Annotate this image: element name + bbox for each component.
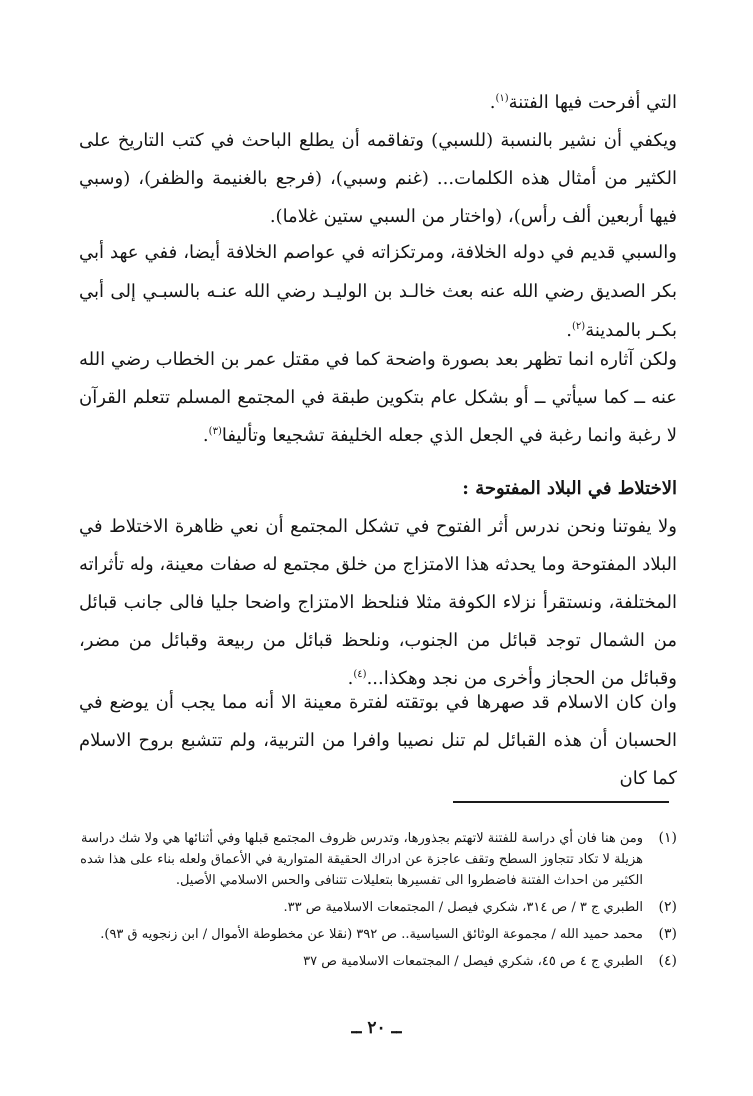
footnote-1-text: ومن هنا فان أي دراسة للفتنة لاتهتم بجذورها، وتدرس ظروف المجتمع قبلها وفي أثنائها هي ولا شك دراسة هزيلة لا تكاد تتجاوز السطح وتقف عاجزة عن ادراك الحقيقة المتوارية في الأعماق ولعله بناء على هذا شده الكثير من احداث الفتنة فاضطروا الى تفسيرها بتعليلات تتنافى والحس الاسلامي الأصيل. (80, 831, 643, 888)
footnote-4-number: (٤) (658, 953, 677, 969)
footnote-3-number: (٣) (658, 926, 677, 942)
footnote-2-number: (٢) (658, 899, 677, 915)
footnote-4 (79, 951, 677, 972)
paragraph-1-text: التي أفرحت فيها الفتنة (508, 92, 677, 113)
paragraph-6 (79, 684, 677, 798)
page-number: ــ ٢٠ ــ (351, 1018, 402, 1038)
footnote-2 (79, 897, 677, 918)
paragraph-1 (79, 82, 677, 123)
footnote-ref-2: (٢) (572, 321, 586, 332)
paragraph-2 (79, 122, 677, 236)
footnote-1-number: (١) (658, 830, 677, 846)
paragraph-1-tail: . (489, 92, 496, 113)
footnote-3 (79, 924, 677, 945)
paragraph-3 (79, 233, 677, 350)
footnote-ref-1: (١) (495, 93, 509, 104)
paragraph-3-text: والسبي قديم في دوله الخلافة، ومرتكزاته في عواصم الخلافة أيضا، ففي عهد أبي بكر الصديق رضي الله عنه بعث خالـد بن الوليـد رضي الله عنـه بالسبـي إلى أبي بكـر بالمدينة (79, 242, 677, 341)
footnote-4-text: الطبري ج ٤ ص ٤٥، شكري فيصل / المجتمعات الاسلامية ص ٣٧ (303, 954, 643, 969)
paragraph-5 (79, 508, 677, 698)
footnote-separator (453, 801, 669, 803)
paragraph-6-text: وان كان الاسلام قد صهرها في بوتقته لفترة معينة الا أنه مما يجب أن يوضع في الحسبان أن هذه القبائل لم تنل نصيبا وافرا من التربية، ولم تتشبع بروح الاسلام كما كان (79, 692, 677, 789)
footnote-3-text: محمد حميد الله / مجموعة الوثائق السياسية.. ص ٣٩٢ (نقلا عن مخطوطة الأموال / ابن زنجويه ق ٩٣). (100, 927, 643, 942)
footnotes (79, 828, 677, 978)
paragraph-4-text: ولكن آثاره انما تظهر بعد بصورة واضحة كما في مقتل عمر بن الخطاب رضي الله عنه ــ كما سيأتي ــ أو بشكل عام بتكوين طبقة في المجتمع المسلم تتعلم القرآن لا رغبة وانما رغبة في الجعل الذي جعله الخليفة تشجيعا وتأليفا (79, 349, 677, 446)
footnote-ref-3: (٣) (208, 426, 222, 437)
section-heading: الاختلاط في البلاد المفتوحة : (462, 478, 677, 499)
footnote-2-text: الطبري ج ٣ / ص ٣١٤، شكري فيصل / المجتمعات الاسلامية ص ٣٣. (283, 900, 643, 915)
paragraph-4 (79, 341, 677, 455)
footnote-ref-4: (٤) (353, 669, 367, 680)
paragraph-5-tail: . (347, 668, 354, 689)
paragraph-4-tail: . (202, 425, 209, 446)
paragraph-5-text: ولا يفوتنا ونحن ندرس أثر الفتوح في تشكل المجتمع أن نعي ظاهرة الاختلاط في البلاد المفتوحة وما يحدثه هذا الامتزاج من خلق مجتمع له صفات معينة، وله تأثراته المختلفة، ونستقرأ نزلاء الكوفة مثلا فنلحظ الامتزاج واضحا جليا فالى جانب قبائل من الشمال توجد قبائل من الجنوب، ونلحظ قبائل من ربيعة وقبائل من مضر، وقبائل من الحجاز وأخرى من نجد وهكذا... (79, 516, 677, 689)
footnote-1 (79, 828, 677, 891)
paragraph-2-text: ويكفي أن نشير بالنسبة (للسبي) وتفاقمه أن يطلع الباحث في كتب التاريخ على الكثير من أمثال هذه الكلمات... (غنم وسبي)، (فرجع بالغنيمة والظفر)، (وسبي فيها أربعين ألف رأس)، (واختار من السبي ستين غلاما). (79, 130, 677, 227)
paragraph-3-tail: . (566, 320, 572, 341)
